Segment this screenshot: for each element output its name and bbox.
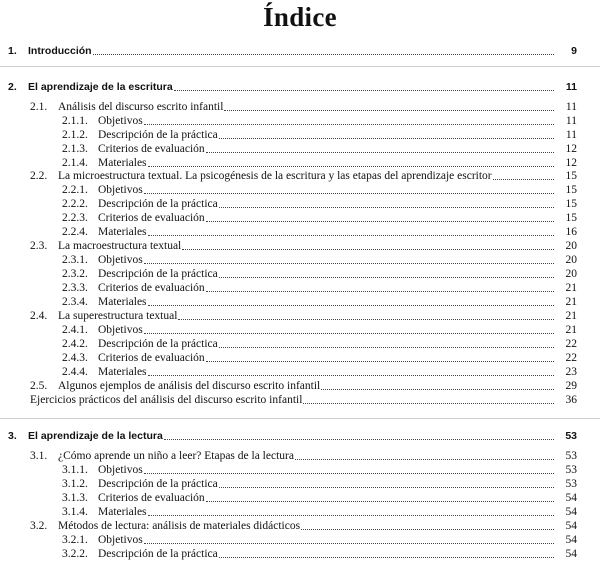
dot-leader <box>148 366 554 376</box>
entry-title: La microestructura textual. La psicogénesis de la escritura y las etapas del aprendizaje escritor <box>58 170 492 182</box>
entry-number: 3.1.3. <box>62 492 88 504</box>
page-number: 53 <box>565 430 577 442</box>
entry-title: Objetivos <box>98 324 143 336</box>
entry-number: 2.2.3. <box>62 212 88 224</box>
dot-leader <box>206 352 554 362</box>
entry-number: 2.1. <box>30 101 48 113</box>
toc-entry <box>30 380 577 394</box>
dot-leader <box>219 129 554 139</box>
entry-number: 3.1. <box>30 450 48 462</box>
page-number: 20 <box>565 254 577 266</box>
toc-entry <box>30 394 577 408</box>
entry-number: 3.2.2. <box>62 548 88 560</box>
page-number: 9 <box>571 45 577 57</box>
entry-title: Ejercicios prácticos del análisis del discurso escrito infantil <box>30 394 303 406</box>
page-title: Índice <box>263 2 337 32</box>
page-number: 54 <box>565 520 577 532</box>
dot-leader <box>144 254 554 264</box>
entry-title: Criterios de evaluación <box>98 352 205 364</box>
toc-entry <box>62 254 577 268</box>
entry-number: 2.2.1. <box>62 184 88 196</box>
entry-title: Métodos de lectura: análisis de materiales didácticos <box>58 520 301 532</box>
entry-number: 2.4.2. <box>62 338 88 350</box>
entry-number: 2.3.4. <box>62 296 88 308</box>
page-number: 29 <box>565 380 577 392</box>
entry-number: 2.4. <box>30 310 48 322</box>
entry-number: 2.1.3. <box>62 143 88 155</box>
dot-leader <box>148 506 554 516</box>
dot-leader <box>219 338 554 348</box>
dot-leader <box>174 81 554 91</box>
entry-title: Descripción de la práctica <box>98 548 218 560</box>
dot-leader <box>206 492 554 502</box>
toc-entry <box>62 226 577 240</box>
page-number: 15 <box>565 184 577 196</box>
entry-title: El aprendizaje de la lectura <box>28 430 163 442</box>
entry-number: 2.3.2. <box>62 268 88 280</box>
page-number: 54 <box>565 506 577 518</box>
toc-entry <box>62 129 577 143</box>
entry-number: 3.1.2. <box>62 478 88 490</box>
toc-entry <box>62 366 577 380</box>
page-number: 53 <box>565 464 577 476</box>
entry-title: Descripción de la práctica <box>98 268 218 280</box>
entry-title: Descripción de la práctica <box>98 338 218 350</box>
entry-number: 2.4.1. <box>62 324 88 336</box>
page-number: 11 <box>565 101 577 113</box>
toc-entry <box>62 184 577 198</box>
toc-entry <box>30 520 577 534</box>
page-number: 15 <box>565 170 577 182</box>
page-number: 11 <box>565 129 577 141</box>
toc-chapter <box>8 45 577 59</box>
dot-leader <box>219 548 554 558</box>
entry-number: 2.4.4. <box>62 366 88 378</box>
page-number: 12 <box>565 143 577 155</box>
toc-entry <box>62 296 577 310</box>
toc-entry <box>62 268 577 282</box>
dot-leader <box>178 310 554 320</box>
toc-entry <box>30 101 577 115</box>
toc-entry <box>62 338 577 352</box>
entry-number: 2.2.4. <box>62 226 88 238</box>
entry-number: 3.2.1. <box>62 534 88 546</box>
dot-leader <box>493 170 554 180</box>
page-number: 11 <box>565 81 577 93</box>
dot-leader <box>148 157 554 167</box>
page-number: 20 <box>565 240 577 252</box>
entry-number: 3.1.4. <box>62 506 88 518</box>
dot-leader <box>206 212 554 222</box>
page-number: 22 <box>565 352 577 364</box>
entry-title: Algunos ejemplos de análisis del discurso escrito infantil <box>58 380 321 392</box>
toc-entry <box>30 170 577 184</box>
entry-title: Criterios de evaluación <box>98 282 205 294</box>
toc-entry <box>62 548 577 562</box>
entry-number: 2.2. <box>30 170 48 182</box>
page-number: 23 <box>565 366 577 378</box>
toc-entry <box>62 143 577 157</box>
page-number: 21 <box>565 282 577 294</box>
dot-leader <box>219 478 554 488</box>
entry-title: Criterios de evaluación <box>98 143 205 155</box>
dot-leader <box>295 450 554 460</box>
page-number: 54 <box>565 548 577 560</box>
page-number: 53 <box>565 450 577 462</box>
entry-title: Objetivos <box>98 184 143 196</box>
entry-title: Descripción de la práctica <box>98 129 218 141</box>
entry-title: Análisis del discurso escrito infantil <box>58 101 224 113</box>
page-number: 21 <box>565 310 577 322</box>
page-number: 11 <box>565 115 577 127</box>
entry-number: 3.2. <box>30 520 48 532</box>
entry-title: Criterios de evaluación <box>98 212 205 224</box>
dot-leader <box>206 282 554 292</box>
dot-leader <box>144 534 554 544</box>
toc-entry <box>62 506 577 520</box>
toc-entry <box>62 324 577 338</box>
toc-entry <box>62 534 577 548</box>
toc-entry <box>30 450 577 464</box>
toc-entry <box>30 310 577 324</box>
page-number: 54 <box>565 492 577 504</box>
dot-leader <box>206 143 554 153</box>
dot-leader <box>301 520 554 530</box>
toc-entry <box>62 212 577 226</box>
page-number: 54 <box>565 534 577 546</box>
dot-leader <box>219 268 554 278</box>
page-number: 15 <box>565 198 577 210</box>
entry-number: 3. <box>8 430 17 442</box>
toc-entry <box>30 240 577 254</box>
entry-title: Descripción de la práctica <box>98 198 218 210</box>
dot-leader <box>144 184 554 194</box>
entry-number: 2.4.3. <box>62 352 88 364</box>
entry-number: 2.5. <box>30 380 48 392</box>
dot-leader <box>144 464 554 474</box>
toc-entry <box>62 492 577 506</box>
entry-title: Objetivos <box>98 534 143 546</box>
entry-number: 2.3.3. <box>62 282 88 294</box>
toc-entry <box>62 478 577 492</box>
page-number: 21 <box>565 296 577 308</box>
entry-number: 2.1.2. <box>62 129 88 141</box>
entry-title: La macroestructura textual <box>58 240 182 252</box>
dot-leader <box>148 296 554 306</box>
dot-leader <box>182 240 554 250</box>
entry-title: Criterios de evaluación <box>98 492 205 504</box>
entry-title: Objetivos <box>98 254 143 266</box>
entry-number: 2.1.4. <box>62 157 88 169</box>
dot-leader <box>144 115 554 125</box>
page-number: 20 <box>565 268 577 280</box>
toc-entry <box>62 352 577 366</box>
section-divider <box>0 418 600 419</box>
page-number: 12 <box>565 157 577 169</box>
page-number: 36 <box>565 394 577 406</box>
page-number: 21 <box>565 324 577 336</box>
dot-leader <box>93 45 554 55</box>
entry-title: Objetivos <box>98 464 143 476</box>
entry-number: 2.2.2. <box>62 198 88 210</box>
dot-leader <box>303 394 554 404</box>
toc-entry <box>62 464 577 478</box>
dot-leader <box>164 430 554 440</box>
toc-entry <box>62 198 577 212</box>
toc-chapter <box>8 81 577 95</box>
page-number: 16 <box>565 226 577 238</box>
page-number: 15 <box>565 212 577 224</box>
dot-leader <box>148 226 554 236</box>
dot-leader <box>144 324 554 334</box>
page-number: 22 <box>565 338 577 350</box>
dot-leader <box>224 101 554 111</box>
toc-entry <box>62 282 577 296</box>
section-divider <box>0 66 600 67</box>
entry-title: ¿Cómo aprende un niño a leer? Etapas de la lectura <box>58 450 294 462</box>
entry-title: Descripción de la práctica <box>98 478 218 490</box>
entry-number: 2.3. <box>30 240 48 252</box>
dot-leader <box>321 380 554 390</box>
entry-title: Objetivos <box>98 115 143 127</box>
entry-number: 2. <box>8 81 17 93</box>
entry-title: Materiales <box>98 226 147 238</box>
toc-entry <box>62 115 577 129</box>
entry-title: El aprendizaje de la escritura <box>28 81 173 93</box>
entry-number: 2.1.1. <box>62 115 88 127</box>
dot-leader <box>219 198 554 208</box>
entry-title: Introducción <box>28 45 92 57</box>
entry-title: Materiales <box>98 366 147 378</box>
entry-number: 3.1.1. <box>62 464 88 476</box>
entry-title: Materiales <box>98 296 147 308</box>
toc-entry <box>62 157 577 171</box>
entry-number: 2.3.1. <box>62 254 88 266</box>
entry-title: Materiales <box>98 506 147 518</box>
page-number: 53 <box>565 478 577 490</box>
entry-number: 1. <box>8 45 17 57</box>
entry-title: Materiales <box>98 157 147 169</box>
entry-title: La superestructura textual <box>58 310 178 322</box>
toc-chapter <box>8 430 577 444</box>
